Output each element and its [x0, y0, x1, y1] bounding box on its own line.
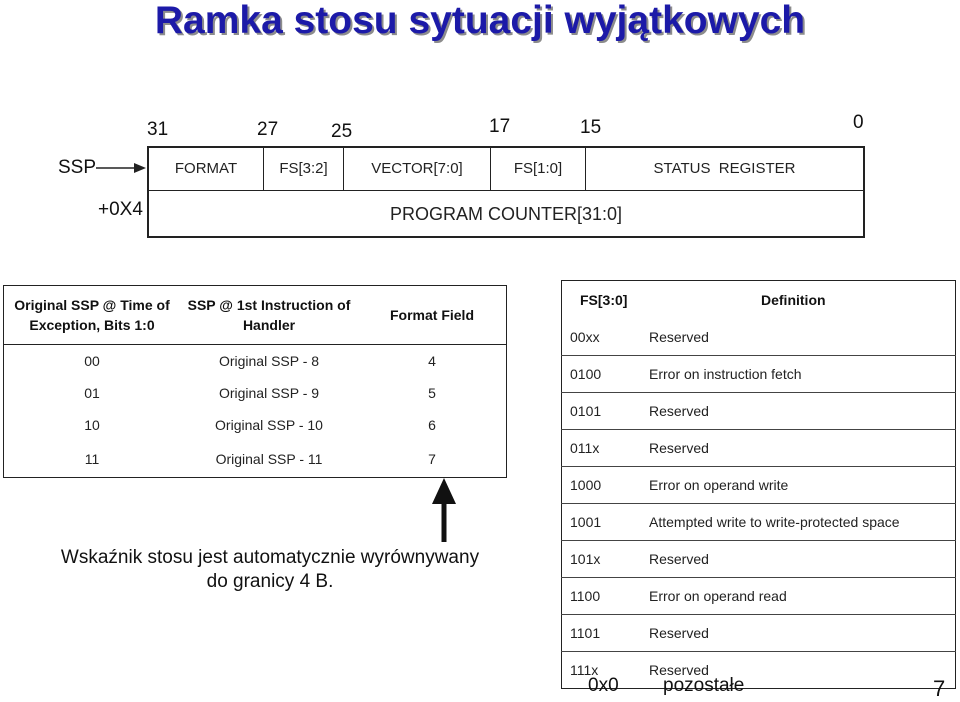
- fs-header-definition: Definition: [761, 292, 826, 308]
- bit-number-0: 0: [853, 112, 864, 133]
- table-row: 00xx Reserved: [570, 329, 709, 345]
- ssp-label: SSP: [58, 157, 97, 178]
- table-row: 10 Original SSP - 10 6: [84, 417, 436, 433]
- table-row: 011x Reserved: [562, 430, 956, 467]
- note-line-2: do granicy 4 B.: [206, 571, 334, 592]
- alignment-header-format: Format Field: [358, 286, 507, 345]
- field-status-register: STATUS REGISTER: [653, 159, 796, 177]
- page-title: Ramka stosu sytuacji wyjątkowych: [154, 0, 806, 42]
- field-fs-1-0: FS[1:0]: [513, 159, 563, 177]
- table-row: 0101 Reserved: [562, 393, 956, 430]
- field-fs-3-2: FS[3:2]: [279, 159, 328, 177]
- table-row: 0100 Error on instruction fetch: [562, 356, 956, 393]
- alignment-header-original: Original SSP @ Time of Exception, Bits 1:0: [4, 286, 181, 345]
- alignment-table: [3, 285, 507, 478]
- bit-number-15: 15: [580, 117, 602, 138]
- offset-label: +0X4: [98, 199, 143, 220]
- table-row: 111x Reserved: [562, 652, 956, 689]
- fs-definition-table: [561, 280, 956, 689]
- bit-number-31: 31: [147, 119, 169, 140]
- table-row: 1100 Error on operand read: [562, 578, 956, 615]
- table-row: 1001 Attempted write to write-protected space: [562, 504, 956, 541]
- fs-header-code: FS[3:0]: [580, 292, 628, 308]
- field-program-counter: PROGRAM COUNTER[31:0]: [389, 204, 623, 224]
- table-row: 11 Original SSP - 11 7: [84, 451, 436, 467]
- up-arrow-icon: [431, 478, 457, 542]
- table-row: 00 Original SSP - 8 4: [84, 353, 436, 369]
- bit-number-17: 17: [489, 116, 511, 137]
- table-row: 1000 Error on operand write: [562, 467, 956, 504]
- table-row: 01 Original SSP - 9 5: [84, 385, 436, 401]
- table-row: 101x Reserved: [562, 541, 956, 578]
- ssp-arrow-icon: [96, 160, 148, 176]
- bit-number-27: 27: [257, 119, 279, 140]
- field-format: FORMAT: [174, 159, 238, 177]
- alignment-note: [10, 546, 530, 594]
- note-line-1: Wskaźnik stosu jest automatycznie wyrównywany: [60, 547, 480, 568]
- alignment-header-handler: SSP @ 1st Instruction of Handler: [180, 286, 358, 345]
- page-number: 7: [933, 676, 946, 701]
- footer-code: 0x0: [588, 675, 619, 696]
- footer-text: pozostałe: [663, 675, 745, 696]
- bit-number-25: 25: [331, 121, 353, 142]
- field-vector: VECTOR[7:0]: [371, 159, 463, 177]
- table-row: 1101 Reserved: [562, 615, 956, 652]
